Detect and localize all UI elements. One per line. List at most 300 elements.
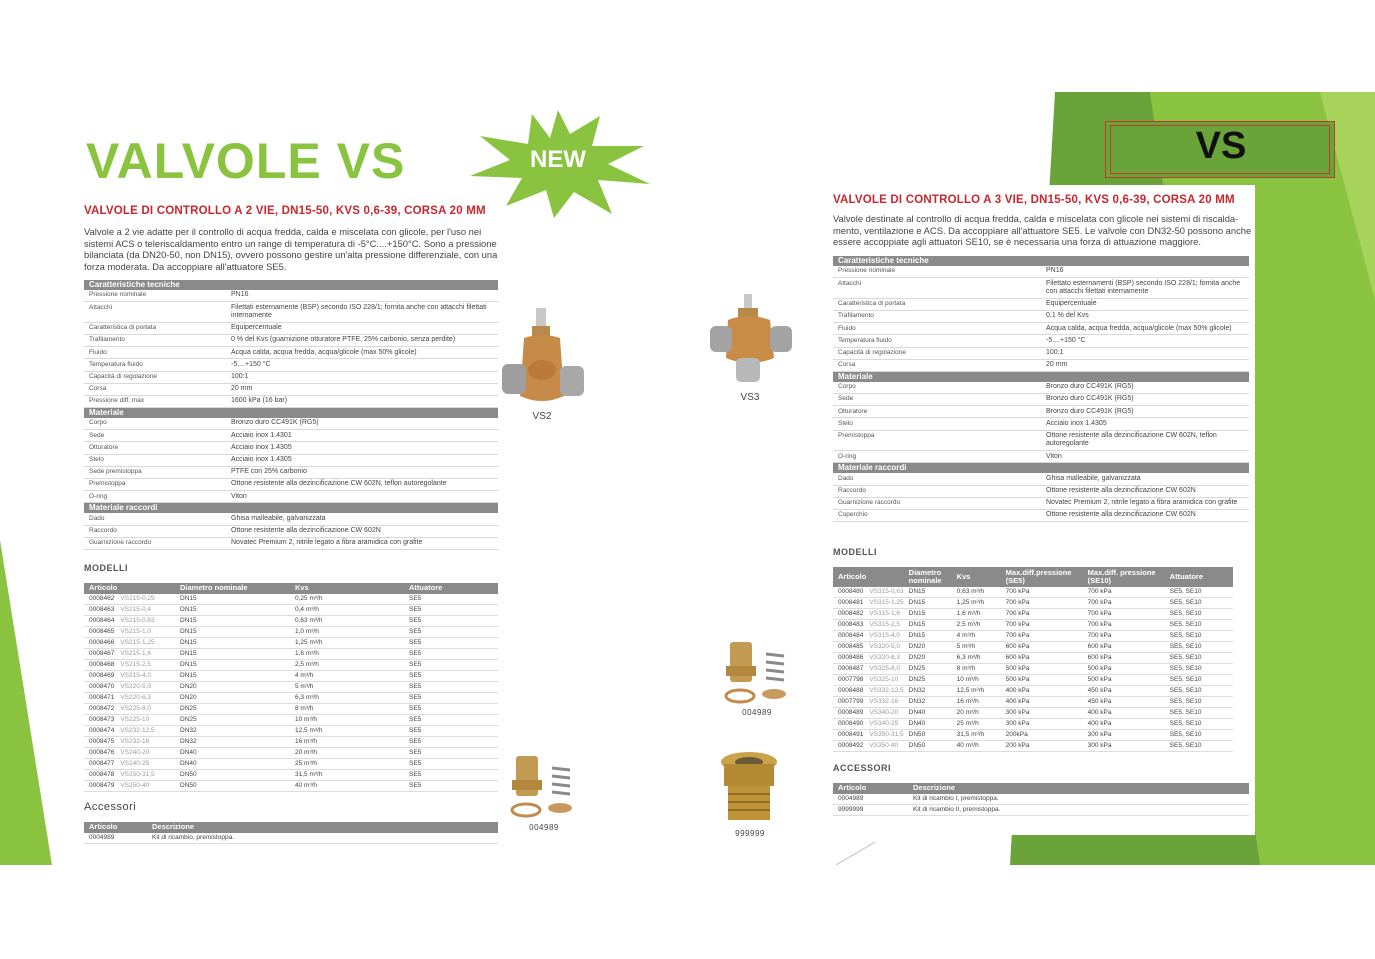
table-cell: DN20 xyxy=(904,642,952,653)
table-cell: 700 kPa xyxy=(1001,587,1083,598)
table-row xyxy=(833,609,1233,620)
spec-row xyxy=(84,396,498,408)
model-code: VS232-16 xyxy=(120,738,150,745)
article-cell xyxy=(84,682,175,693)
table-cell: DN15 xyxy=(175,671,290,682)
spec-key: Temperatura fluido xyxy=(838,336,892,344)
table-cell: 8 m³/h xyxy=(290,704,404,715)
table-cell: SE5 xyxy=(404,682,498,693)
model-code: VS340-20 xyxy=(869,709,899,716)
table-cell: DN15 xyxy=(904,587,952,598)
col-header: Articolo xyxy=(833,567,904,587)
article-code: 0008484 xyxy=(838,632,864,639)
spec-key: Guarnizione raccordo xyxy=(89,539,152,547)
article-code: 0008475 xyxy=(89,738,115,745)
right-accessories-table xyxy=(833,783,1249,816)
table-cell: SE5 xyxy=(404,693,498,704)
table-cell: DN50 xyxy=(904,730,952,741)
table-cell: SE5, SE10 xyxy=(1165,587,1233,598)
table-cell: 20 m³/h xyxy=(952,708,1001,719)
table-cell: Kit di ricambio II, premistoppa. xyxy=(908,805,1249,816)
table-cell: 5 m³/h xyxy=(952,642,1001,653)
table-row xyxy=(833,598,1233,609)
spec-value: Ottone resistente alla dezincificazione CW 602N, teflon autoregolante xyxy=(1046,432,1217,448)
spec-row xyxy=(833,486,1249,498)
table-cell: DN15 xyxy=(175,638,290,649)
table-row xyxy=(833,664,1233,675)
table-cell: DN25 xyxy=(175,715,290,726)
cap-label: 999999 xyxy=(735,829,765,838)
table-cell: SE5, SE10 xyxy=(1165,741,1233,752)
article-code: 0008467 xyxy=(89,650,115,657)
article-cell xyxy=(833,741,904,752)
table-cell: 40 m³/h xyxy=(952,741,1001,752)
table-cell: 20 m³/h xyxy=(290,748,404,759)
table-cell: DN15 xyxy=(175,627,290,638)
article-code: 0008477 xyxy=(89,760,115,767)
col-header: Diametro nominale xyxy=(175,583,290,594)
table-cell: 6,3 m³/h xyxy=(290,693,404,704)
spec-row xyxy=(833,278,1249,299)
spec-row xyxy=(833,266,1249,278)
left-accessories-table xyxy=(84,822,498,844)
spec-key: Premistoppa xyxy=(89,480,126,488)
table-cell: 200 kPa xyxy=(1001,741,1083,752)
table-cell: SE5, SE10 xyxy=(1165,653,1233,664)
table-cell: DN25 xyxy=(904,675,952,686)
intro-line: sistemi ACS o teleriscaldamento entro un range di temperatura di -5°C....+150°C. Sono a pressione xyxy=(84,237,497,249)
table-cell: SE5 xyxy=(404,759,498,770)
article-code: 0008483 xyxy=(838,621,864,628)
model-code: VS350-40 xyxy=(869,742,899,749)
col-header: Diametro nominale xyxy=(904,567,952,587)
model-code: VS225-8,0 xyxy=(120,705,152,712)
model-code: VS215-1,25 xyxy=(120,639,155,646)
spec-row xyxy=(84,479,498,491)
table-cell: SE5 xyxy=(404,627,498,638)
spec-row xyxy=(84,467,498,479)
spec-value: Equipercentuale xyxy=(1046,300,1097,308)
spec-key: O-ring xyxy=(89,492,108,500)
table-cell: DN20 xyxy=(175,693,290,704)
table-cell: 2,5 m³/h xyxy=(952,620,1001,631)
table-cell: 0,63 m³/h xyxy=(952,587,1001,598)
model-code: VS250-40 xyxy=(120,782,150,789)
table-row xyxy=(833,587,1233,598)
article-cell xyxy=(84,616,175,627)
spec-row xyxy=(833,473,1249,485)
table-cell: SE5, SE10 xyxy=(1165,631,1233,642)
model-code: VS320-5,0 xyxy=(869,643,901,650)
table-cell: SE5 xyxy=(404,781,498,792)
table-cell: 400 kPa xyxy=(1083,708,1165,719)
model-code: VS240-25 xyxy=(120,760,150,767)
table-cell: DN15 xyxy=(175,594,290,605)
spec-section-header: Materiale raccordi xyxy=(84,503,498,513)
spec-key: Pressione nominale xyxy=(89,291,147,299)
intro-line: essere accoppiate agli attuatori SE10, se è necessaria una forza di attuazione maggiore. xyxy=(833,236,1201,247)
article-code: 0008482 xyxy=(838,610,864,617)
spec-key: Raccordo xyxy=(838,487,866,495)
table-cell: 0004989 xyxy=(833,794,908,805)
spec-row xyxy=(84,372,498,384)
spec-row xyxy=(833,498,1249,510)
col-header: Articolo xyxy=(833,783,908,794)
article-code: 0008479 xyxy=(89,782,115,789)
article-cell xyxy=(84,671,175,682)
table-row xyxy=(84,594,498,605)
table-row xyxy=(84,627,498,638)
spec-row xyxy=(84,347,498,359)
spec-row xyxy=(833,451,1249,463)
article-code: 0008487 xyxy=(838,665,864,672)
table-cell: SE5 xyxy=(404,616,498,627)
spec-value: 20 mm xyxy=(231,385,253,393)
article-code: 0008472 xyxy=(89,705,115,712)
spec-row xyxy=(84,442,498,454)
table-cell: DN15 xyxy=(175,616,290,627)
spec-key: Temperatura fluido xyxy=(89,360,143,368)
table-cell: DN20 xyxy=(175,682,290,693)
table-cell: DN32 xyxy=(904,697,952,708)
spec-key: Sede xyxy=(838,395,854,403)
spec-key: Corsa xyxy=(89,385,107,393)
table-row xyxy=(84,833,498,844)
table-cell: 31,5 m³/h xyxy=(290,770,404,781)
table-cell: SE5 xyxy=(404,737,498,748)
table-cell: DN32 xyxy=(175,737,290,748)
spec-value: PTFE con 25% carbonio xyxy=(231,468,307,476)
table-cell: 0,4 m³/h xyxy=(290,605,404,616)
spec-row xyxy=(833,360,1249,372)
spec-key: Capacità di regolazione xyxy=(838,348,906,356)
article-cell xyxy=(833,675,904,686)
article-code: 0008478 xyxy=(89,771,115,778)
spec-row xyxy=(84,418,498,430)
table-row xyxy=(84,715,498,726)
table-cell: 400 kPa xyxy=(1083,719,1165,730)
table-cell: SE5, SE10 xyxy=(1165,609,1233,620)
intro-line: bilanciata (da DN20-50, non DN15), ovvero possono gestire un'alta pressione differenziale, con una xyxy=(84,249,498,260)
spec-value: Acqua calda, acqua fredda, acqua/glicole (max 50% glicole) xyxy=(1046,324,1232,332)
intro-line: Valvole destinate al controllo di acqua fredda, calda e miscelata con glicole nei sistemi di riscalda- xyxy=(833,213,1239,224)
col-header: Max.diff.pressione (SE5) xyxy=(1001,567,1083,587)
vs-tag: VS xyxy=(1195,125,1247,167)
left-models-label: MODELLI xyxy=(84,563,128,573)
model-code: VS232-12,5 xyxy=(120,727,155,734)
spec-key: Stelo xyxy=(838,419,853,427)
table-cell: 700 kPa xyxy=(1001,609,1083,620)
table-cell: 0004989 xyxy=(84,833,147,844)
model-code: VS315-2,5 xyxy=(869,621,901,628)
table-row xyxy=(833,805,1249,816)
col-header: Descrizione xyxy=(908,783,1249,794)
table-row xyxy=(84,781,498,792)
spec-value: Bronzo duro CC491K (RG5) xyxy=(1046,407,1134,415)
spec-row xyxy=(84,513,498,525)
table-cell: DN32 xyxy=(175,726,290,737)
kit-label-right: 004989 xyxy=(742,708,772,717)
article-code: 0008473 xyxy=(89,716,115,723)
spec-key: Attacchi xyxy=(838,279,862,287)
article-code: 0008466 xyxy=(89,639,115,646)
article-cell xyxy=(84,660,175,671)
article-code: 0008485 xyxy=(838,643,864,650)
spec-key: O-ring xyxy=(838,452,857,460)
table-cell: DN15 xyxy=(904,609,952,620)
spec-key: Caratteristica di portata xyxy=(89,324,157,332)
article-cell xyxy=(84,781,175,792)
spec-key: Pressione nominale xyxy=(838,267,896,275)
right-accessories-label: ACCESSORI xyxy=(833,763,892,773)
model-code: VS220-5,0 xyxy=(120,683,152,690)
article-code: 0008490 xyxy=(838,720,864,727)
table-cell: 700 kPa xyxy=(1083,609,1165,620)
table-cell: SE5, SE10 xyxy=(1165,620,1233,631)
model-code: VS315-4,0 xyxy=(869,632,901,639)
article-code: 0008464 xyxy=(89,617,115,624)
spec-row xyxy=(84,359,498,371)
table-cell: 12,5 m³/h xyxy=(290,726,404,737)
model-code: VS215-0,4 xyxy=(120,606,152,613)
page-corner-line xyxy=(836,842,875,865)
model-code: VS325-8,0 xyxy=(869,665,901,672)
background-left-triangle xyxy=(0,540,52,865)
spec-key: Trafilamento xyxy=(89,336,125,344)
table-cell: 31,5 m³/h xyxy=(952,730,1001,741)
spec-value: Ottone resistente alla dezincificazione CW 602N xyxy=(1046,487,1196,495)
article-code: 0008489 xyxy=(838,709,864,716)
model-code: VS215-2,5 xyxy=(120,661,152,668)
spec-key: Caratteristica di portata xyxy=(838,300,906,308)
left-models-table xyxy=(84,583,498,792)
spec-row xyxy=(833,382,1249,394)
model-code: VS320-6,3 xyxy=(869,654,901,661)
spec-section-header: Materiale xyxy=(84,408,498,418)
table-row xyxy=(84,748,498,759)
table-cell: SE5, SE10 xyxy=(1165,719,1233,730)
spec-value: Novatec Premium 2, nitrile legato a fibra aramidica con grafite xyxy=(231,539,423,547)
article-code: 0008480 xyxy=(838,588,864,595)
kit-label: 004989 xyxy=(529,823,559,832)
spec-value: Ottone resistente alla dezincificazione CW 602N, teflon autoregolante xyxy=(231,480,447,488)
table-cell: DN50 xyxy=(175,770,290,781)
table-cell: 1,25 m³/h xyxy=(290,638,404,649)
spec-key: Coperchio xyxy=(838,511,868,519)
table-cell: 600 kPa xyxy=(1001,653,1083,664)
article-cell xyxy=(833,697,904,708)
article-code: 0008470 xyxy=(89,683,115,690)
table-cell: 1,25 m³/h xyxy=(952,598,1001,609)
article-cell xyxy=(833,686,904,697)
article-cell xyxy=(84,726,175,737)
article-cell xyxy=(833,719,904,730)
spec-key: Guarnizione raccordo xyxy=(838,499,901,507)
model-code: VS332-16 xyxy=(869,698,899,705)
left-intro xyxy=(84,226,504,272)
article-code: 0007798 xyxy=(838,676,864,683)
article-code: 0008471 xyxy=(89,694,115,701)
table-cell: DN15 xyxy=(904,631,952,642)
spec-row xyxy=(833,510,1249,522)
table-cell: DN50 xyxy=(904,741,952,752)
spec-value: Bronzo duro CC491K (RG5) xyxy=(231,419,319,427)
table-row xyxy=(833,653,1233,664)
table-cell: 400 kPa xyxy=(1001,686,1083,697)
table-cell: SE5 xyxy=(404,770,498,781)
spec-key: Corsa xyxy=(838,361,856,369)
table-cell: SE5 xyxy=(404,704,498,715)
table-row xyxy=(84,770,498,781)
left-subtitle: VALVOLE DI CONTROLLO A 2 VIE, DN15-50, KVS 0,6-39, CORSA 20 MM xyxy=(84,205,486,217)
article-cell xyxy=(833,598,904,609)
spec-value: Ghisa malleabile, galvanizzata xyxy=(1046,474,1141,482)
spec-row xyxy=(84,323,498,335)
table-cell: 700 kPa xyxy=(1001,598,1083,609)
table-row xyxy=(84,693,498,704)
table-cell: SE5 xyxy=(404,748,498,759)
model-code: VS225-10 xyxy=(120,716,150,723)
spec-value: Filettato esternamenti (BSP) secondo ISO 228/1; fornita anche con attacchi filettati internamente xyxy=(1046,279,1241,295)
article-cell xyxy=(84,770,175,781)
spec-value: Equipercentuale xyxy=(231,324,282,332)
table-cell: Kit di ricambio I, premistoppa. xyxy=(908,794,1249,805)
table-cell: SE5, SE10 xyxy=(1165,642,1233,653)
table-cell: SE5 xyxy=(404,605,498,616)
kit-004989-image xyxy=(508,750,578,820)
table-row xyxy=(84,704,498,715)
spec-value: Viton xyxy=(1046,452,1062,460)
table-row xyxy=(833,794,1249,805)
spec-value: 0,1 % del Kvs xyxy=(1046,312,1089,320)
table-row xyxy=(833,642,1233,653)
spec-value: Acciaio inox 1.4305 xyxy=(1046,419,1107,427)
spec-row xyxy=(833,418,1249,430)
table-row xyxy=(84,660,498,671)
table-cell: 700 kPa xyxy=(1083,587,1165,598)
article-code: 0008488 xyxy=(838,687,864,694)
article-code: 0008474 xyxy=(89,727,115,734)
model-code: VS250-31,5 xyxy=(120,771,155,778)
table-cell: SE5, SE10 xyxy=(1165,730,1233,741)
spec-row xyxy=(833,431,1249,452)
spec-value: 20 mm xyxy=(1046,361,1068,369)
right-models-label: MODELLI xyxy=(833,547,877,557)
table-cell: DN20 xyxy=(904,653,952,664)
spec-section-header: Caratteristiche tecniche xyxy=(84,280,498,290)
spec-row xyxy=(833,394,1249,406)
col-header: Kvs xyxy=(952,567,1001,587)
spec-row xyxy=(833,299,1249,311)
spec-row xyxy=(84,526,498,538)
table-cell: 700 kPa xyxy=(1083,620,1165,631)
spec-key: Pressione diff. max xyxy=(89,397,145,405)
table-row xyxy=(833,675,1233,686)
table-cell: 450 kPa xyxy=(1083,686,1165,697)
table-cell: 700 kPa xyxy=(1001,620,1083,631)
table-cell: SE5 xyxy=(404,649,498,660)
article-cell xyxy=(833,587,904,598)
table-row xyxy=(833,741,1233,752)
kit-004989-image-right xyxy=(722,636,792,706)
spec-key: Fluido xyxy=(89,348,107,356)
article-cell xyxy=(833,653,904,664)
model-code: VS240-20 xyxy=(120,749,150,756)
left-spec-table xyxy=(84,280,498,550)
vs2-label: VS2 xyxy=(532,411,552,422)
spec-key: Sede premistoppa xyxy=(89,468,142,476)
table-cell: DN32 xyxy=(904,686,952,697)
spec-row xyxy=(84,290,498,302)
model-code: VS315-1,6 xyxy=(869,610,901,617)
spec-value: Bronzo duro CC491K (RG5) xyxy=(1046,383,1134,391)
table-cell: 500 kPa xyxy=(1083,675,1165,686)
table-cell: DN40 xyxy=(904,719,952,730)
table-row xyxy=(84,638,498,649)
table-cell: 25 m³/h xyxy=(290,759,404,770)
table-row xyxy=(84,605,498,616)
table-cell: 600 kPa xyxy=(1001,642,1083,653)
spec-value: PN16 xyxy=(231,291,249,299)
table-cell: 5 m³/h xyxy=(290,682,404,693)
table-cell: Kit di ricambio, premistoppa. xyxy=(147,833,498,844)
article-cell xyxy=(84,649,175,660)
spec-section-header: Materiale raccordi xyxy=(833,463,1249,473)
article-cell xyxy=(84,759,175,770)
table-cell: 9999999 xyxy=(833,805,908,816)
article-code: 0008463 xyxy=(89,606,115,613)
table-cell: DN40 xyxy=(175,748,290,759)
vs3-label: VS3 xyxy=(740,392,760,403)
table-cell: 12,5 m³/h xyxy=(952,686,1001,697)
spec-value: Bronzo duro CC491K (RG5) xyxy=(1046,395,1134,403)
col-header: Attuatore xyxy=(404,583,498,594)
table-cell: 300 kPa xyxy=(1083,741,1165,752)
spec-value: 100:1 xyxy=(1046,348,1064,356)
spec-key: Corpo xyxy=(89,419,107,427)
spec-row xyxy=(84,538,498,550)
table-cell: 4 m³/h xyxy=(952,631,1001,642)
model-code: VS215-1,0 xyxy=(120,628,152,635)
model-code: VS350-31,5 xyxy=(869,731,904,738)
table-cell: 0,63 m³/h xyxy=(290,616,404,627)
table-cell: DN25 xyxy=(175,704,290,715)
spec-value: Acqua calda, acqua fredda, acqua/glicole (max 50% glicole) xyxy=(231,348,417,356)
model-code: VS215-1,6 xyxy=(120,650,152,657)
article-cell xyxy=(84,748,175,759)
spec-row xyxy=(84,430,498,442)
table-cell: DN15 xyxy=(175,649,290,660)
table-cell: 0,25 m³/h xyxy=(290,594,404,605)
article-cell xyxy=(84,704,175,715)
article-cell xyxy=(84,737,175,748)
article-code: 0008476 xyxy=(89,749,115,756)
spec-value: Filettati esternamente (BSP) secondo ISO 228/1; fornita anche con attacchi filettati internamente xyxy=(231,303,487,319)
spec-value: Ottone resistente alla dezincificazione CW 602N xyxy=(1046,511,1196,519)
table-cell: SE5, SE10 xyxy=(1165,708,1233,719)
table-row xyxy=(84,649,498,660)
spec-value: 100:1 xyxy=(231,372,249,380)
spec-row xyxy=(833,335,1249,347)
spec-row xyxy=(84,455,498,467)
table-row xyxy=(833,620,1233,631)
table-row xyxy=(833,708,1233,719)
spec-key: Capacità di regolazione xyxy=(89,372,157,380)
model-code: VS215-0,63 xyxy=(120,617,155,624)
spec-row xyxy=(84,302,498,323)
table-row xyxy=(84,759,498,770)
table-cell: 700 kPa xyxy=(1083,631,1165,642)
